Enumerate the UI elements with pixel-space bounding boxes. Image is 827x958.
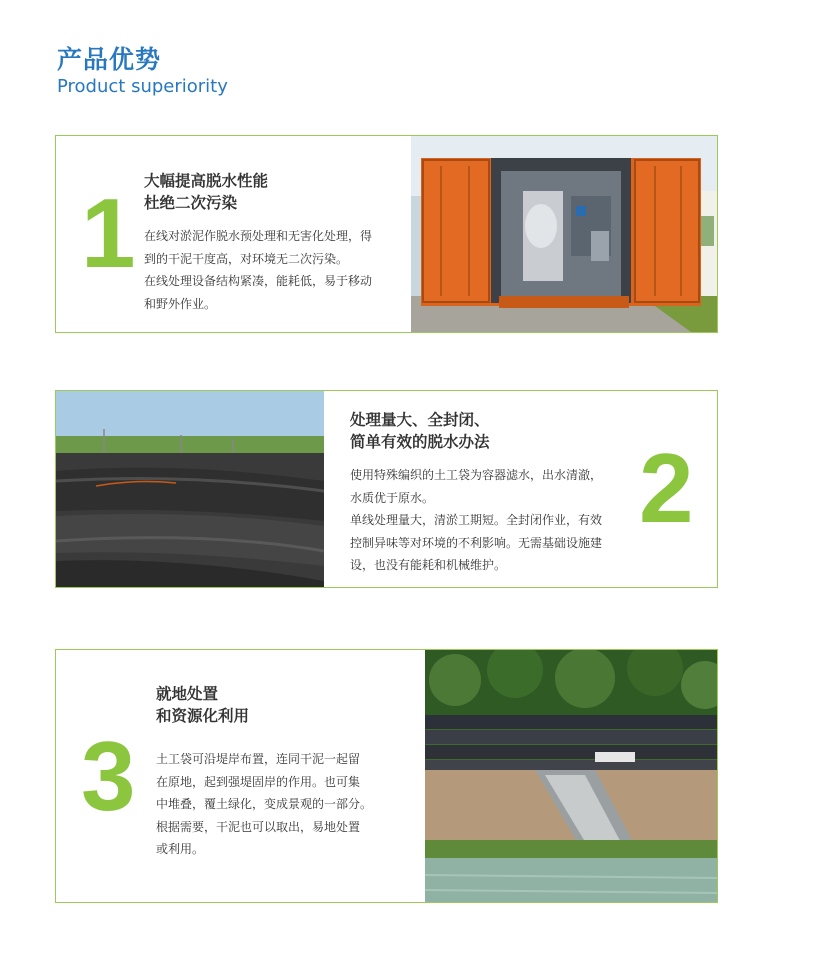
card-body-line: 水质优于原水。	[350, 490, 435, 505]
card-heading	[350, 409, 490, 453]
card-heading-line: 杜绝二次污染	[144, 194, 238, 212]
container-unit-photo	[411, 136, 718, 332]
card-heading-line: 处理量大、全封闭、	[350, 411, 490, 429]
card-number: 3	[81, 721, 136, 831]
card-body-line: 在线处理设备结构紧凑，能耗低，易于移动	[144, 274, 373, 288]
card-heading-line: 就地处置	[156, 685, 219, 703]
card-heading	[156, 683, 249, 727]
advantage-card-2	[55, 390, 718, 588]
card-body	[350, 464, 602, 577]
card-body-line: 单线处理量大，清淤工期短。全封闭作业，有效	[350, 513, 603, 527]
page-subtitle: Product superiority	[57, 76, 228, 97]
page-title: 产品优势	[57, 45, 162, 74]
card-body-line: 使用特殊编织的土工袋为容器滤水，出水清澈，	[350, 468, 603, 482]
card-body-line: 土工袋可沿堤岸布置，连同干泥一起留	[156, 752, 361, 766]
card-body-line: 根据需要，干泥也可以取出，易地处置	[156, 819, 361, 834]
card-body-line: 到的干泥干度高，对环境无二次污染。	[144, 251, 349, 266]
card-body-line: 和野外作业。	[144, 296, 217, 311]
card-body	[144, 225, 372, 315]
card-heading-line: 大幅提高脱水性能	[144, 172, 269, 190]
advantage-card-3	[55, 649, 718, 903]
card-heading-line: 简单有效的脱水办法	[350, 433, 490, 451]
card-number: 2	[639, 433, 694, 543]
card-heading-line: 和资源化利用	[156, 707, 250, 725]
card-body-line: 设，也没有能耗和机械维护。	[350, 558, 507, 572]
card-body-line: 在原地，起到强堤固岸的作用。也可集	[156, 774, 361, 789]
card-body-line: 中堆叠，覆土绿化，变成景观的一部分。	[156, 797, 373, 811]
geotube-bags-photo	[56, 391, 324, 587]
riverbank-geotube-photo	[425, 650, 718, 902]
card-body-line: 控制异味等对环境的不利影响。无需基础设施建	[350, 535, 603, 550]
card-body-line: 或利用。	[156, 842, 205, 856]
card-number: 1	[81, 178, 136, 288]
card-body	[156, 748, 372, 861]
advantage-card-1	[55, 135, 718, 333]
card-heading	[144, 170, 268, 214]
card-body-line: 在线对淤泥作脱水预处理和无害化处理，得	[144, 229, 373, 243]
